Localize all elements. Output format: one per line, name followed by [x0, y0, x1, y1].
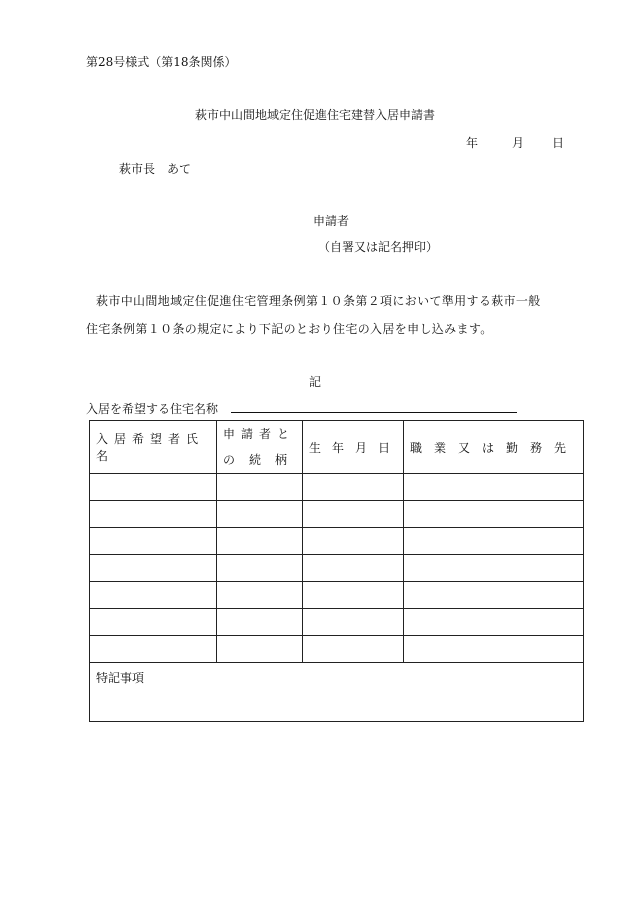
table-row	[90, 528, 584, 555]
header-relation-line2: の続柄	[223, 453, 302, 467]
table-header-row	[90, 421, 584, 474]
birth-cell[interactable]	[303, 474, 404, 501]
table-row	[90, 474, 584, 501]
birth-cell[interactable]	[303, 501, 404, 528]
house-name-label: 入居を希望する住宅名称	[86, 402, 219, 416]
birth-cell[interactable]	[303, 555, 404, 582]
occupation-cell[interactable]	[404, 474, 584, 501]
table-row	[90, 582, 584, 609]
form-number: 第28号様式（第18条関係）	[86, 55, 237, 69]
relation-cell[interactable]	[217, 636, 303, 663]
name-cell[interactable]	[90, 609, 217, 636]
birth-cell[interactable]	[303, 636, 404, 663]
occupation-cell[interactable]	[404, 636, 584, 663]
name-cell[interactable]	[90, 474, 217, 501]
name-cell[interactable]	[90, 582, 217, 609]
relation-cell[interactable]	[217, 528, 303, 555]
birth-cell[interactable]	[303, 528, 404, 555]
notes-cell[interactable]	[90, 663, 584, 722]
occupation-cell[interactable]	[404, 609, 584, 636]
relation-cell[interactable]	[217, 609, 303, 636]
date-month: 月	[512, 136, 525, 150]
seal-note: （自署又は記名押印）	[318, 240, 439, 254]
table-row	[90, 609, 584, 636]
occupation-cell[interactable]	[404, 582, 584, 609]
table-row	[90, 555, 584, 582]
occupation-cell[interactable]	[404, 555, 584, 582]
body-text-line-2: 住宅条例第１０条の規定により下記のとおり住宅の入居を申し込みます。	[86, 322, 493, 336]
relation-cell[interactable]	[217, 555, 303, 582]
birth-cell[interactable]	[303, 582, 404, 609]
body-text-line-1: 萩市中山間地域定住促進住宅管理条例第１０条第２項において準用する萩市一般	[96, 294, 541, 308]
date-line	[466, 134, 564, 151]
header-relation-line1: 申請者と	[223, 427, 296, 441]
occupation-cell[interactable]	[404, 501, 584, 528]
notes-row	[90, 663, 584, 722]
application-table	[89, 420, 584, 722]
date-year: 年	[466, 136, 479, 150]
header-relation	[217, 421, 303, 474]
birth-cell[interactable]	[303, 609, 404, 636]
document-title: 萩市中山間地域定住促進住宅建替入居申請書	[194, 108, 435, 122]
header-birth: 生年月日	[303, 421, 404, 474]
table-row	[90, 636, 584, 663]
applicant-label: 申請者	[313, 214, 350, 228]
occupation-cell[interactable]	[404, 528, 584, 555]
house-name-field[interactable]	[231, 412, 517, 413]
ki-heading: 記	[308, 375, 321, 389]
addressee: 萩市長 あて	[119, 162, 192, 176]
relation-cell[interactable]	[217, 474, 303, 501]
name-cell[interactable]	[90, 528, 217, 555]
header-name: 入居希望者氏名	[90, 421, 217, 474]
name-cell[interactable]	[90, 501, 217, 528]
name-cell[interactable]	[90, 636, 217, 663]
date-day: 日	[552, 136, 565, 150]
notes-label: 特記事項	[96, 671, 145, 685]
relation-cell[interactable]	[217, 501, 303, 528]
header-occupation: 職業又は勤務先	[404, 421, 584, 474]
relation-cell[interactable]	[217, 582, 303, 609]
name-cell[interactable]	[90, 555, 217, 582]
table-row	[90, 501, 584, 528]
